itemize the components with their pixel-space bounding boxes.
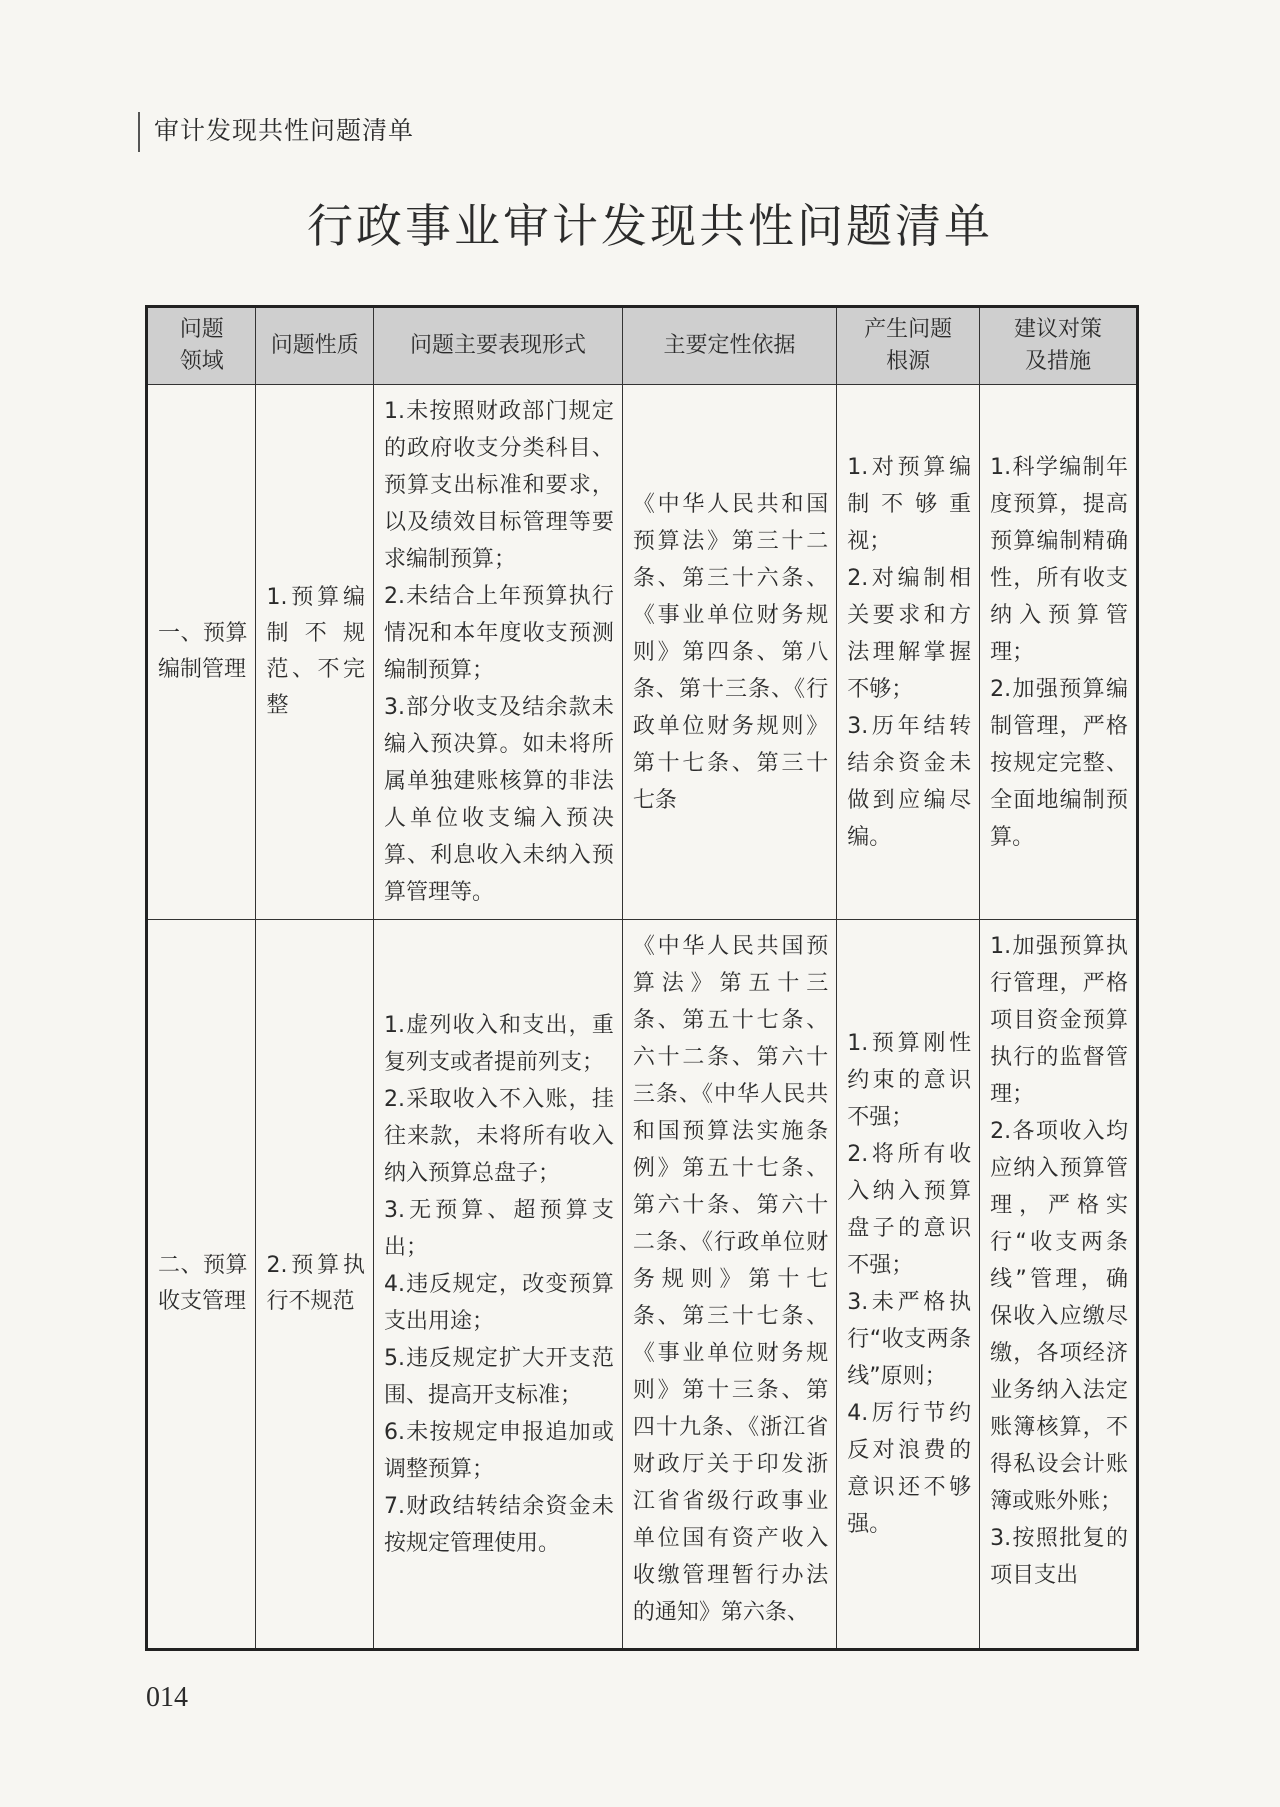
cell-manifestations: [374, 920, 623, 1650]
cell-problem-area: [147, 385, 256, 920]
table-header-row: [147, 307, 1138, 385]
manifestations-text: 1.未按照财政部门规定的政府收支分类科目、预算支出标准和要求，以及绩效目标管理等要求编制预算； 2.未结合上年预算执行情况和本年度收支预测编制预算； 3.部分收支及结余款未编入预决算。如未将所属单独建账核算的非法人单位收支编入预决算、利息收入未纳入预算管理等。: [384, 399, 614, 905]
problem-nature-text: 1.预算编制不规范、不完整: [266, 585, 365, 718]
manifestations-text: 1.虚列收入和支出，重复列支或者提前列支； 2.采取收入不入账，挂往来款，未将所有收入纳入预算总盘子； 3.无预算、超预算支出； 4.违反规定，改变预算支出用途； 5.违反规定扩大开支范围、提高开支标准； 6.未按规定申报追加或调整预算； 7.财政结转结余资金未按规定管理使用。: [384, 1012, 614, 1556]
header-root-cause: 产生问题 根源: [837, 307, 980, 385]
table-row: [147, 385, 1138, 920]
cell-suggested-measures: [980, 920, 1138, 1650]
suggested-measures-text: 1.加强预算执行管理，严格项目资金预算执行的监督管理； 2.各项收入均应纳入预算管理，严格实行“收支两条线”管理，确保收入应缴尽缴，各项经济业务纳入法定账簿核算，不得私设会计账簿或账外账； 3.按照批复的项目支出: [990, 934, 1128, 1588]
problem-area-text: 一、预算编制管理: [158, 621, 248, 682]
header-problem-area: 问题 领域: [147, 307, 256, 385]
cell-problem-area: [147, 920, 256, 1650]
header-problem-nature: 问题性质: [256, 307, 374, 385]
problem-area-text: 二、预算收支管理: [158, 1253, 248, 1314]
running-head: 审计发现共性问题清单: [138, 112, 414, 152]
cell-root-cause: [837, 920, 980, 1650]
suggested-measures-text: 1.科学编制年度预算，提高预算编制精确性，所有收支纳入预算管理； 2.加强预算编制管理，严格按规定完整、全面地编制预算。: [990, 454, 1128, 850]
document-title: 行政事业审计发现共性问题清单: [307, 199, 993, 253]
header-suggested-measures: 建议对策 及措施: [980, 307, 1138, 385]
table-row: [147, 920, 1138, 1650]
page-number: 014: [146, 1682, 188, 1713]
legal-basis-text: 《中华人民共国预算法》第五十三条、第五十七条、六十二条、第六十三条、《中华人民共和国预算法实施条例》第五十七条、第六十条、第六十二条、《行政单位财务规则》第十七条、第三十七条、《事业单位财务规则》第十三条、第四十九条、《浙江省财政厅关于印发浙江省省级行政事业单位国有资产收入收缴管理暂行办法的通知》第六条、: [632, 934, 829, 1625]
root-cause-text: 1.对预算编制不够重视； 2.对编制相关要求和方法理解掌握不够； 3.历年结转结余资金未做到应编尽编。: [847, 454, 972, 850]
header-legal-basis: 主要定性依据: [622, 307, 836, 385]
cell-suggested-measures: [980, 385, 1138, 920]
root-cause-text: 1.预算刚性约束的意识不强； 2.将所有收入纳入预算盘子的意识不强； 3.未严格执行“收支两条线”原则； 4.厉行节约反对浪费的意识还不够强。: [847, 1031, 972, 1537]
cell-root-cause: [837, 385, 980, 920]
cell-problem-nature: [256, 920, 374, 1650]
cell-legal-basis: [622, 920, 836, 1650]
cell-problem-nature: [256, 385, 374, 920]
legal-basis-text: 《中华人民共和国预算法》第三十二条、第三十六条、《事业单位财务规则》第四条、第八条、第十三条、《行政单位财务规则》第十七条、第三十七条: [632, 491, 829, 813]
problem-nature-text: 2.预算执行不规范: [266, 1253, 365, 1314]
cell-manifestations: [374, 385, 623, 920]
header-main-manifestations: 问题主要表现形式: [374, 307, 623, 385]
cell-legal-basis: [622, 385, 836, 920]
audit-issues-table: [145, 305, 1139, 1651]
